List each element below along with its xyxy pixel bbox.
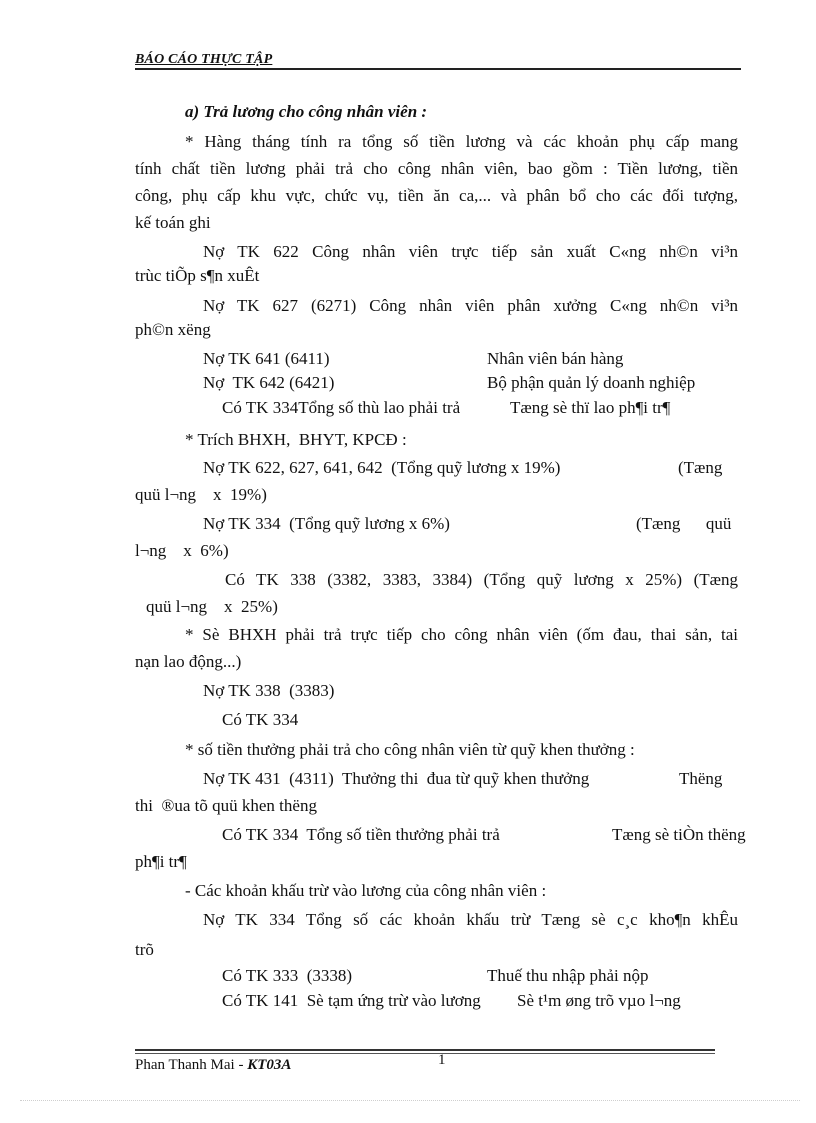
page-boundary: [20, 1100, 800, 1101]
text-line: quü l¬ng x 19%): [135, 485, 267, 504]
text-line: l¬ng x 6%): [135, 541, 229, 560]
text-line: (Tæng: [678, 458, 723, 477]
text-line: Có TK 334Tổng số thù lao phải trả: [222, 398, 461, 417]
text-line: Sè t¹m øng trõ vµo l¬ng: [517, 991, 681, 1010]
text-line: ph¶i tr¶: [135, 852, 187, 871]
text-line: thi ®ua tõ quü khen thëng: [135, 796, 317, 815]
text-line: Nợ TK 334 (Tổng quỹ lương x 6%): [203, 514, 450, 533]
text-line: công, phụ cấp khu vực, chức vụ, tiền ăn ca,... và phân bổ cho các đối tượng,: [135, 186, 738, 205]
footer-rule-thin: [135, 1053, 715, 1054]
text-line: Nợ TK 622 Công nhân viên trực tiếp sản xuất C«ng nh©n vi³n: [203, 242, 738, 261]
text-line: Thuế thu nhập phải nộp: [487, 966, 649, 985]
text-line: Nợ TK 622, 627, 641, 642 (Tổng quỹ lương x 19%): [203, 458, 561, 477]
text-line: Có TK 334 Tổng số tiền thưởng phải trả: [222, 825, 500, 844]
text-line: ph©n xëng: [135, 320, 211, 339]
text-line: nạn lao động...): [135, 652, 242, 671]
text-line: trõ: [135, 940, 154, 959]
text-line: * Trích BHXH, BHYT, KPCĐ :: [185, 430, 407, 449]
text-line: quü l¬ng x 25%): [146, 597, 278, 616]
page-number: 1: [438, 1052, 446, 1068]
text-line: Nợ TK 431 (4311) Thưởng thi đua từ quỹ khen thưởng: [203, 769, 590, 788]
text-line: tính chất tiền lương phải trả cho công nhân viên, bao gồm : Tiền lương, tiền: [135, 159, 738, 178]
text-line: Tæng sè thï lao ph¶i tr¶: [510, 398, 671, 417]
text-line: Nợ TK 627 (6271) Công nhân viên phân xưởng C«ng nh©n vi³n: [203, 296, 738, 315]
header-rule: [135, 68, 741, 70]
text-line: Nợ TK 338 (3383): [203, 681, 335, 700]
footer-rule: [135, 1049, 715, 1051]
text-line: Bộ phận quản lý doanh nghiệp: [487, 373, 696, 392]
text-line: Nhân viên bán hàng: [487, 349, 624, 368]
page-header: [135, 50, 741, 68]
text-line: Có TK 333 (3338): [222, 966, 353, 985]
footer-author: [135, 1057, 291, 1074]
text-line: Tæng sè tiÒn thëng: [612, 825, 746, 844]
text-line: - Các khoản khấu trừ vào lương của công nhân viên :: [185, 881, 547, 900]
text-line: * Sè BHXH phải trả trực tiếp cho công nhân viên (ốm đau, thai sản, tai: [185, 625, 738, 644]
text-line: Có TK 334: [222, 710, 299, 729]
text-line: Có TK 141 Sè tạm ứng trừ vào lương: [222, 991, 481, 1010]
text-line: trùc tiÕp s¶n xuÊt: [135, 266, 260, 285]
text-line: * số tiền thưởng phải trả cho công nhân viên từ quỹ khen thưởng :: [185, 740, 635, 759]
section-heading: a) Trả lương cho công nhân viên :: [185, 102, 428, 121]
text-line: kế toán ghi: [135, 213, 211, 232]
header-title: BÁO CÁO THỰC TẬP: [135, 52, 273, 67]
class-code: KT03A: [247, 1057, 292, 1073]
text-line: Nợ TK 642 (6421): [203, 373, 335, 392]
author-name: Phan Thanh Mai -: [135, 1057, 248, 1073]
text-line: Có TK 338 (3382, 3383, 3384) (Tổng quỹ lương x 25%) (Tæng: [225, 570, 738, 589]
text-line: Thëng: [679, 769, 723, 788]
text-line: Nợ TK 334 Tổng số các khoản khấu trừ Tæng sè c¸c kho¶n khÊu: [203, 910, 738, 929]
text-line: (Tæng quü: [636, 514, 732, 533]
text-line: * Hàng tháng tính ra tổng số tiền lương và các khoản phụ cấp mang: [185, 132, 738, 151]
text-line: Nợ TK 641 (6411): [203, 349, 330, 368]
